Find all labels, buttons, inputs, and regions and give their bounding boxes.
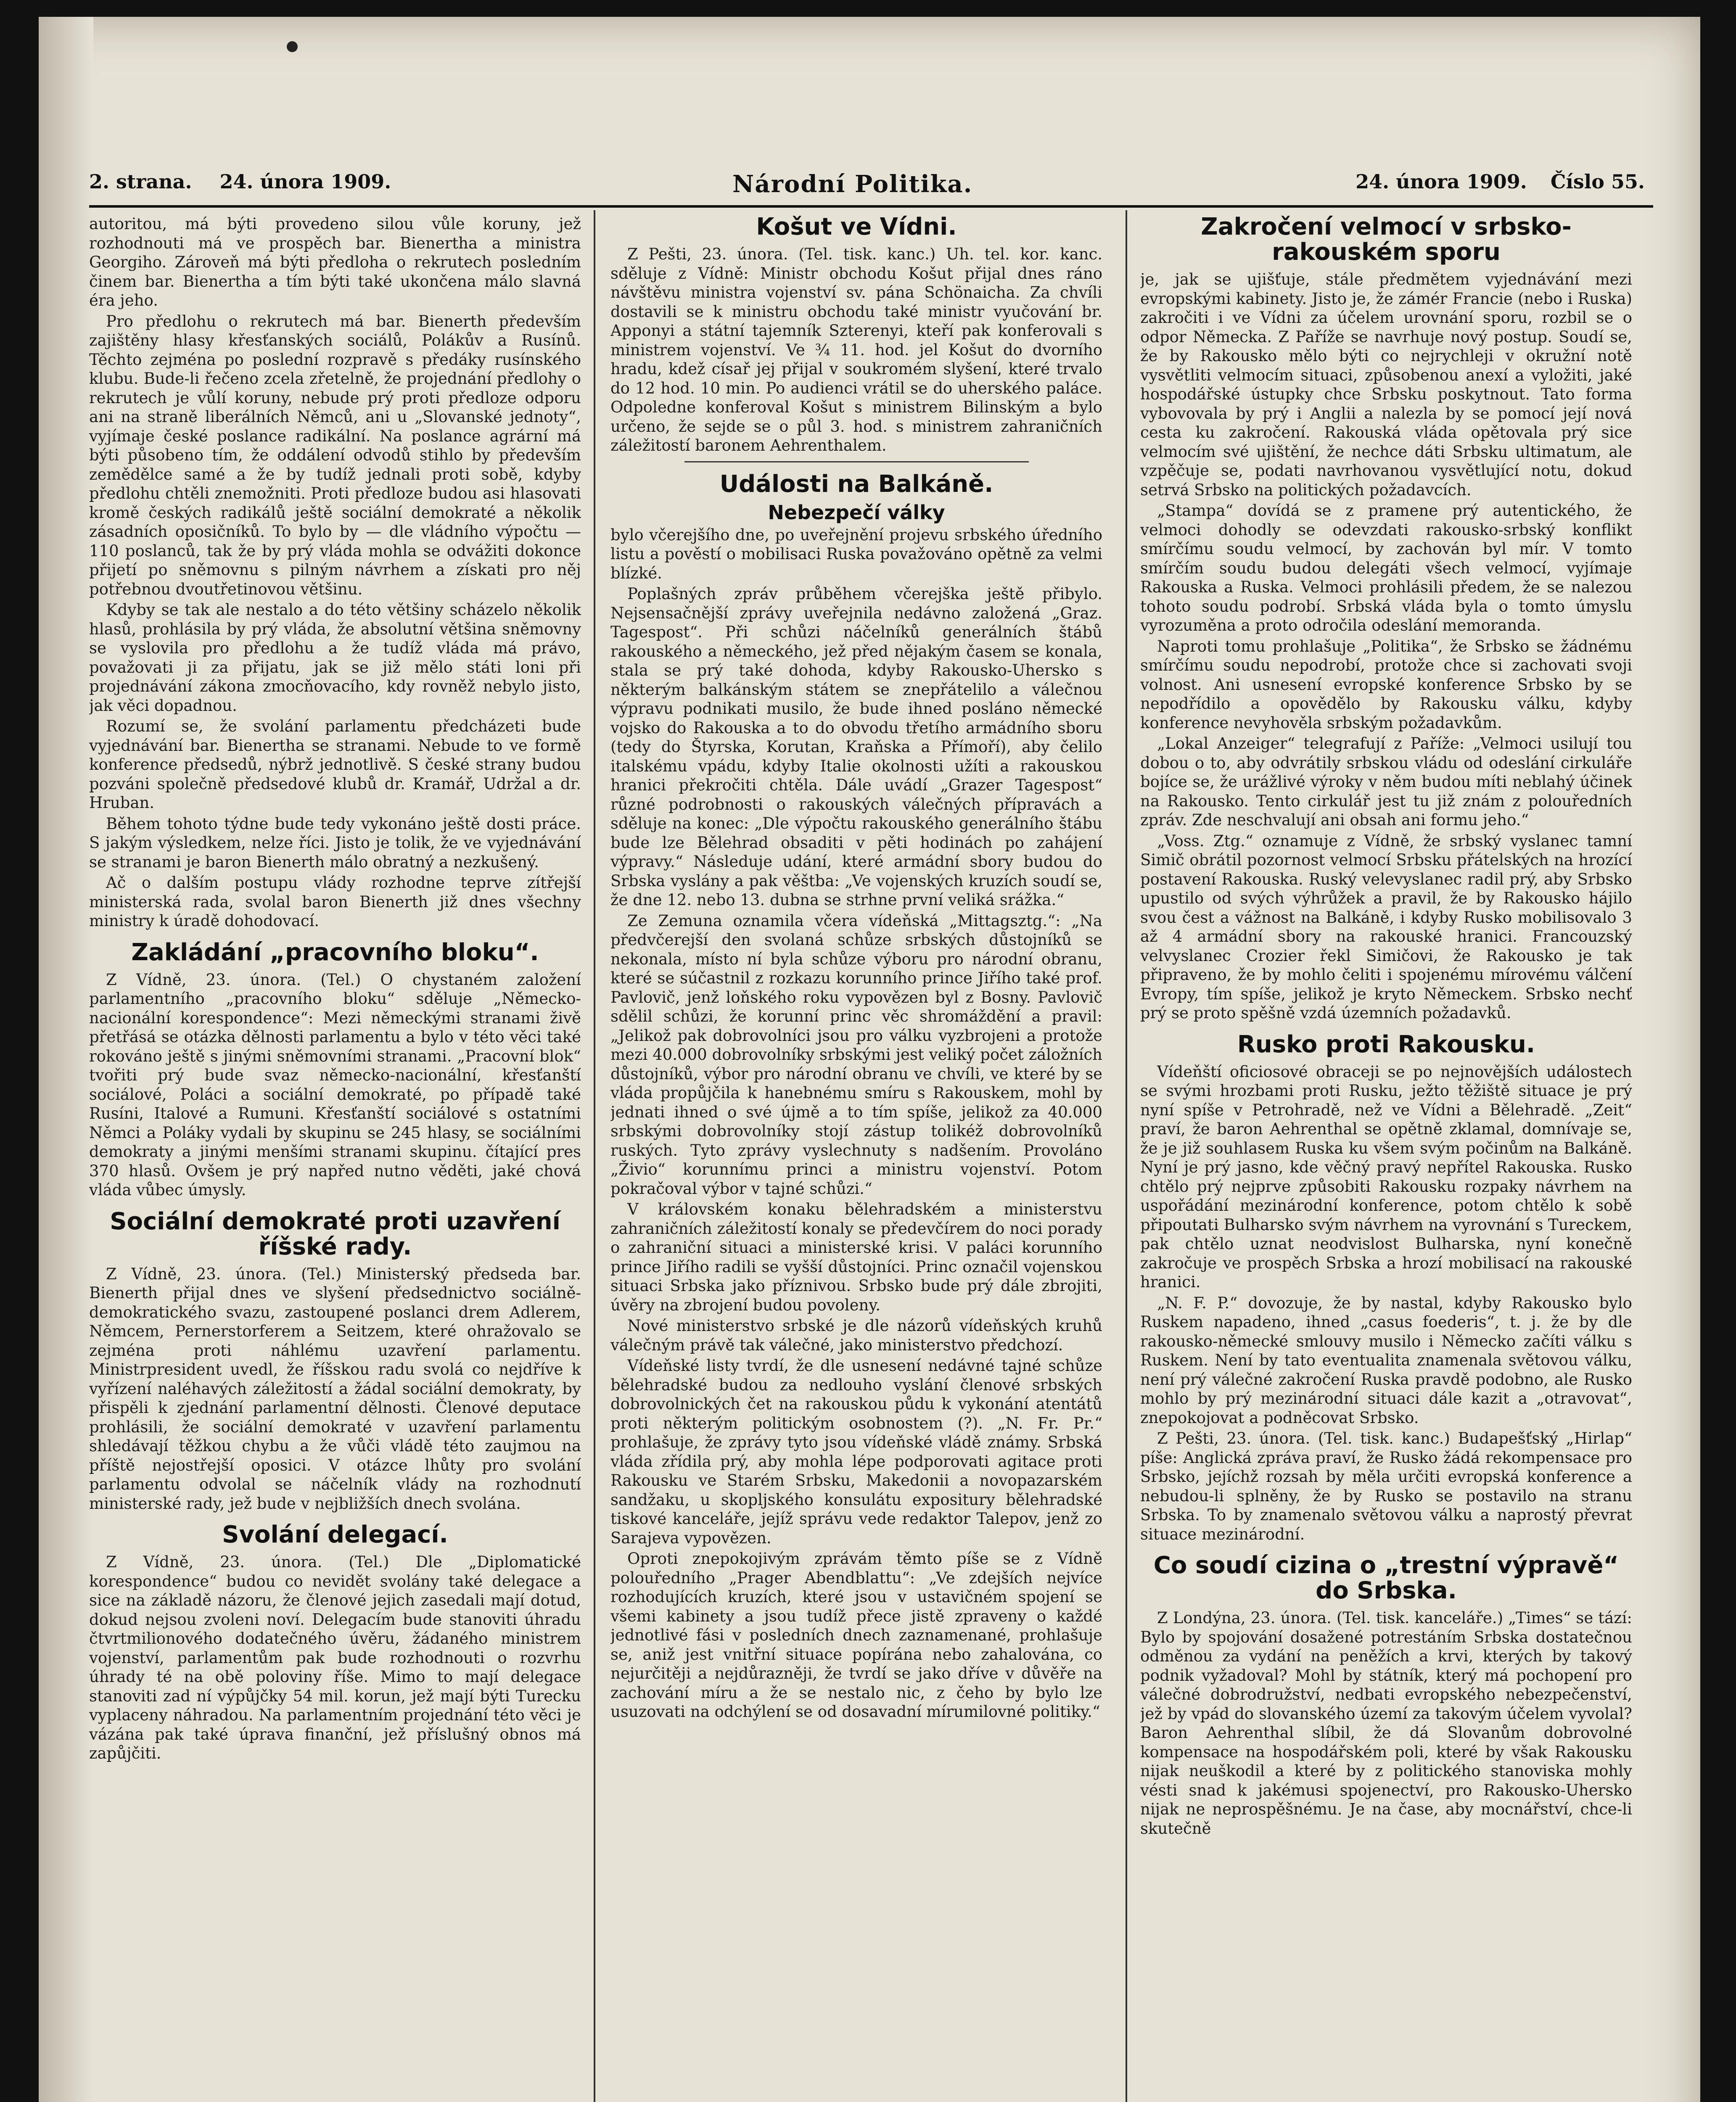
page-header [89, 170, 1645, 208]
article-paragraph: „Voss. Ztg.“ oznamuje z Vídně, že srbský vyslanec tamní Simič obrátil pozornost velmocí Srbsku přátelských na hrozící postavení Rakouska. Ruský velevyslanec radil prý, aby Srbsko upustilo od svých výhrůžek a pravil, že by Rakousko hájilo svou čest a vážnost na Balkáně, i kdyby Rusko mobilisovalo 3 až 4 armádní sbory na rakouské hranici. Francouzský velvyslanec Crozier řekl Simičovi, že Rakousko je tak připraveno, že by mohlo čeliti i spojenému mírovému válčení Evropy, tím spíše, jelikož je kryto Německem. Srbsko nechť prý se proto spěšně vzdá územních požadavků. [1140, 832, 1632, 1022]
newspaper-title: Národní Politika. [732, 170, 973, 198]
article-paragraph: Naproti tomu prohlašuje „Politika“, že Srbsko se žádnému smírčímu soudu nepodrobí, protože chce si zachovati svoji volnost. Ani usnesení evropské konference Srbsko by se nepodřídilo a opovědělo by Rakousku válku, kdyby konference nevyhověla srbským požadavkům. [1140, 637, 1632, 732]
article-paragraph: Z Vídně, 23. února. (Tel.) O chystaném založení parlamentního „pracovního bloku“ sděluje „Německo-nacionální korespondence“: Mezi německými stranami živě přetřásá se otázka dělnosti parlamentu a bylo v této věci také rokováno ještě s jinými sněmovními stranami. „Pracovní blok“ tvořiti prý bude svaz německo-nacionální, křesťanští sociálové, Poláci a sociální demokraté, po případě také Rusíni, Italové a Rumuni. Křesťanští sociálové s ostatními Němci a Poláky vydali by skupinu se 245 hlasy, se sociálními demokraty a jinými menšími stranami skupinu. čítající pres 370 hlasů. Ovšem je prý napřed nutno věděti, jaké chová vláda vůbec úmysly. [89, 970, 581, 1199]
article-paragraph: „N. F. P.“ dovozuje, že by nastal, kdyby Rakousko bylo Ruskem napadeno, ihned „casus foederis“, t. j. že by dle rakousko-německé smlouvy musilo i Německo začíti válku s Ruskem. Není by tato eventualita znamenala světovou válku, není prý válečné zakročení Ruska pravdě podobno, ale Rusko mohlo by prý mezinárodní situaci dále kazit a „otravovat“, znepokojovat a podněcovat Srbsko. [1140, 1294, 1632, 1427]
header-left [89, 170, 391, 193]
article-paragraph: Ze Zemuna oznamila včera vídeňská „Mittagsztg.“: „Na předvčerejší den svolaná schůze srbských důstojníků se nekonala, místo ní byla schůze výboru pro národní obranu, které se súčastnil z rozkazu korunního prince Jiřího také prof. Pavlovič, jenž loňského roku vypovězen byl z Bosny. Pavlovič sdělil schůzi, že korunní princ věc shromáždění a pravil: „Jelikož pak dobrovolníci jsou pro válku vyzbrojeni a protože mezi 40.000 dobrovolníky srbskými jest veliký počet záložních důstojníků, výbor pro národní obranu ve chvíli, ve které by se vláda propůjčila k hanebnému smíru s Rakouskem, mohl by jednati ihned o své újmě a to tím spíše, jelikož za 40.000 srbskými dobrovolníky stojí zástup tolikéž dobrovolníků ruských. Tyto zprávy vyslechnuty s nadšením. Provoláno „Živio“ korunnímu princi a ministru vojenství. Potom pokračoval výbor v tajné schůzi.“ [610, 911, 1102, 1198]
article-paragraph: Z Pešti, 23. února. (Tel. tisk. kanc.) Uh. tel. kor. kanc. sděluje z Vídně: Ministr obchodu Košut přijal dnes ráno návštěvu ministra vojenství sv. pána Schönaicha. Za chvíli dostavili se k ministru obchodu také ministr vyučování br. Apponyi a státní tajemník Szterenyi, kteří pak konferovali s ministrem vojenství. Ve ¾ 11. hod. jel Košut do dvorního hradu, kdež císař jej přijal v soukromém slyšení, které trvalo do 12 hod. 10 min. Po audienci vrátil se do uherského paláce. Odpoledne konferoval Košut s ministrem Bilinským a bylo určeno, že sejde se o půl 3. hod. s ministrem zahraničních záležitostí baronem Aehrenthalem. [610, 245, 1102, 454]
article-paragraph: je, jak se ujišťuje, stále předmětem vyjednávání mezi evropskými kabinety. Jisto je, že zámér Francie (nebo i Ruska) zakročiti i ve Vídni za účelem urovnání sporu, rozbil se o odpor Německa. Z Paříže se navrhuje nový postup. Soudí se, že by Rakousko mělo býti co nejrychleji v okružní notě vysvětliti velmocím situaci, způsobenou anexí a vyložiti, jaké hospodářské ústupky chce Srbsku poskytnout. Tato forma vybovovala by prý i Anglii a nalezla by se pomocí její nová cesta ku zakročení. Rakouská vláda opětovala prý sice velmocím své ujištění, že nechce dáti Srbsku ultimatum, ale vzpěčuje se, podati navrhovanou vysvětlující notu, dokud setrvá Srbsko na politických požadavcích. [1140, 270, 1632, 499]
column-rule-1 [594, 210, 595, 2102]
article-paragraph: V královském konaku bělehradském a ministerstvu zahraničních záležitostí konaly se předevčírem do noci porady o zahraniční situaci a ministerské krisi. V paláci korunního prince Jiřího radili se vyšší důstojníci. Princ označil vojenskou situaci Srbska jako příznivou. Srbsko bude prý dále zbrojiti, úvěry na zbrojení budou povoleny. [610, 1200, 1102, 1314]
article-paragraph: „Lokal Anzeiger“ telegrafují z Paříže: „Velmoci usilují tou dobou o to, aby odvrátily srbskou vládu od odeslání cirkuláře bojíce se, že urážlivé výroky v něm budou míti neblahý účinek na Rakousko. Tento cirkulář jest tu již znám z polouředních zpráv. Zde neschvalují ani obsah ani formu jeho.“ [1140, 734, 1632, 829]
header-right [1356, 170, 1645, 193]
page-number: 2. strana. [89, 170, 192, 193]
article-paragraph: Z Vídně, 23. února. (Tel.) Ministerský předseda bar. Bienerth přijal dnes ve slyšení předsednictvo sociálně-demokratického svazu, zastoupené poslanci drem Adlerem, Němcem, Pernerstorferem a Seitzem, které ohražovalo se zejména proti náhlému uzavření parlamentu. Ministrpresident uvedl, že říšskou radu svolá co nejdříve k vyřízení naléhavých záležitostí a žádal sociální demokraty, by přispěli k zjednání parlamentní dělnosti. Členové deputace prohlásili, že sociální demokraté v uzavření parlamentu shledávají těžkou chybu a že vůči vládě této zaujmou na příště nejostřejší oposici. V otázce lhůty pro svolání parlamentu odvolal se náčelník vlády na rozhodnutí ministerské rady, jež bude v nejbližších dnech svolána. [89, 1265, 581, 1513]
column-2 [610, 214, 1102, 2102]
article-paragraph: Z Pešti, 23. února. (Tel. tisk. kanc.) Budapešťský „Hirlap“ píše: Anglická zpráva praví, že Rusko žádá rekompensace pro Srbsko, jejíchž rozsah by měla určiti evropská konference a nebudou-li splněny, že by Rusko se postavilo na stranu Srbska. To by znamenalo světovou válku a naprostý převrat situace mezinárodní. [1140, 1429, 1632, 1543]
article-paragraph: Nové ministerstvo srbské je dle názorů vídeňských kruhů válečným právě tak válečné, jako ministerstvo předchozí. [610, 1317, 1102, 1354]
headline-rusko-proti-rakousku: Rusko proti Rakousku. [1237, 1030, 1535, 1058]
article-paragraph: autoritou, má býti provedeno silou vůle koruny, jež rozhodnouti má ve prospěch bar. Bienertha a ministra Georgiho. Zároveň má býti předloha o rekrutech posledním činem bar. Bienertha a tím býti také ukončena málo slavná éra jeho. [89, 215, 581, 309]
headline-balkan: Události na Balkáně. [719, 470, 994, 498]
header-date-left: 24. února 1909. [219, 170, 391, 193]
article-paragraph: Rozumí se, že svolání parlamentu předcházeti bude vyjednávání bar. Bienertha se stranami. Nebude to ve formě konference předsedů, nýbrž jednotlivě. S české strany budou pozváni společně předsedové klubů dr. Kramář, Udržal a dr. Hruban. [89, 717, 581, 812]
article-paragraph: Z Vídně, 23. února. (Tel.) Dle „Diplomatické korespondence“ budou co nevidět svolány také delegace a sice na základě názoru, že členové jejich zasedali mají dotud, dokud nejsou zvoleni noví. Delegacím bude stanoviti úhradu čtvrtmilionového dodatečného úvěru, žádaného ministrem vojenství, parlamentům pak bude rozhodnouti o rozvrhu úhrady té na obě poloviny říše. Mimo to mají delegace stanoviti zad ní výpůjčky 54 mil. korun, jež mají býti Turecku vyplaceny náhradou. Na parlamentním projednání této věci je vázána pak také úprava finanční, jež příslušný obnos má zapůjčiti. [89, 1553, 581, 1762]
article-paragraph: Z Londýna, 23. února. (Tel. tisk. kanceláře.) „Times“ se tází: Bylo by spojování dosažené potrestáním Srbska dostatečnou odměnou za vydání na peněžích a krvi, kterých by takový podnik vyžadoval? Mohl by státník, který má pochopení pro válečné dobrodružství, nedbati evropského nebezpečenství, jež by vpád do slovanského území za takovým účelem vyvolal? Baron Aehrenthal slíbil, že dá Slovanům dobrovolné kompensace na hospodářském poli, které by však Rakousku nijak neuškodil a které by z politického stanoviska mohly vésti snad k jakémusi spojenectví, pro Rakousko-Uhersko nijak ne neprospěšnému. Je na čase, aby mocnářství, chce-li skutečně [1140, 1609, 1632, 1838]
header-date-right: 24. února 1909. [1356, 170, 1527, 193]
issue-number: Číslo 55. [1550, 170, 1645, 193]
subheadline-nebezpeci-valky: Nebezpečí války [768, 501, 945, 524]
column-1 [89, 214, 581, 2102]
headline-zakroceni-velmoci: Zakročení velmocí v srbsko-rakouském sporu [1201, 214, 1572, 266]
page-edge-shadow [39, 17, 93, 2102]
article-paragraph: Pro předlohu o rekrutech má bar. Bienerth především zajištěny hlasy křesťanských sociálů, Polákův a Rusínů. Těchto zejména po poslední rozpravě s předáky rusínského klubu. Bude-li řečeno zcela zřetelně, že projednání předlohy o rekrutech je vůlí koruny, nebude prý proti předloze odporu ani na straně liberálních Němců, ani u „Slovanské jednoty“, vyjímaje české poslance radikální. Na poslance agrární má býti působeno tím, že oddálení odvodů stihlo by především zemědělce samé a že by tudíž jednali proti sobě, kdyby předlohu chtěli znemožniti. Proti předloze budou asi hlasovati kromě českých radikálů ještě sociální demokraté a několik zásadních oposičníků. To bylo by — dle vládního výpočtu — 110 poslanců, tak že by prý vláda mohla se odvážiti dokonce přijetí po sněmovnu s pilným návrhem a získati pro něj potřebnou dvoutřetinovou většinu. [89, 312, 581, 598]
article-paragraph: Kdyby se tak ale nestalo a do této většiny scházelo několik hlasů, prohlásila by prý vláda, že absolutní většina sněmovny se vyslovila pro předlohu a že tudíž vláda má právo, považovati ji za přijatu, jak se již mělo státi loni při projednávání zákona zmocňovacího, kdy rovněž nebylo jisto, jak věci dopadnou. [89, 601, 581, 715]
newspaper-page [39, 17, 1700, 2102]
column-3 [1140, 214, 1632, 2102]
headline-co-soudi-cizina: Co soudí cizina o „trestní výpravě“ do Srbska. [1153, 1552, 1619, 1604]
article-paragraph: Poplašných zpráv průběhem včerejška ještě přibylo. Nejsensačnější zprávy uveřejnila nedávno založená „Graz. Tagespost“. Při schůzi náčelníků generálních štábů rakouského a německého, jež před nějakým časem se konala, stala se prý také dohoda, kdyby Rakousko-Uhersko s některým balkánským státem se znepřátelilo a válečnou výpravu podnikati musilo, že bude ihned posláno německé vojsko do Rakouska a to do obvodu třetího armádního sboru (tedy do Štyrska, Korutan, Kraňska a Přímoří), aby čelilo italskému vpádu, kdyby Italie okolnosti užíti a rakouskou hranici překročiti chtěla. Dále uvádí „Grazer Tagespost“ různé podrobnosti o rakouských válečných přípravách a sděluje na konec: „Dle výpočtu rakouského generálního štábu bude lze Bělehrad obsaditi v pěti hodinách po zahájení výpravy.“ Následuje udání, které armádní sbory budou do Srbska vyslány a pak věštba: „Ve vojenských kruzích soudí se, že dne 12. nebo 13. dubna se strhne první veliká srážka.“ [610, 585, 1102, 909]
article-paragraph: Oproti znepokojivým zprávám těmto píše se z Vídně polouředního „Prager Abendblattu“: „Ve zdejších nejvíce rozhodujících kruzích, které jsou v ustavičném spojení se všemi kabinety a jsou tudíž přece jistě zpraveny o každé jednotlivé fási v posledních dnech zaznamenané, prohlašuje se, aniž jest vnitřní situace popírána nebo zahalována, co nejurčitěji a nejdůrazněji, že tvrdí se jako dříve v důvěře na zachování míru a že se nestalo nic, z čeho by bylo lze usuzovati na odchýlení se od dosavadní mírumilovné politiky.“ [610, 1550, 1102, 1721]
headline-socialni-demokrate: Sociální demokraté proti uzavření říšské rady. [110, 1207, 560, 1260]
article-paragraph: Vídeňští oficiosové obraceji se po nejnovějších událostech se svými hrozbami proti Rusku, ježto těžiště situace je prý nyní spíše v Petrohradě, než ve Vídni a Bělehradě. „Zeit“ praví, že baron Aehrenthal se opětně zklamal, domnívaje se, že je již souhlasem Ruska ku všem svým počinům na Balkáně. Nyní je prý jasno, kde věčný pravý nepřítel Rakouska. Rusko chtělo prý nejprve způsobiti Rakousku rozpaky návrhem na uspořádání mezinárodní konference, potom chtělo k sobě připoutati Bulharsko svým návrhem na vyrovnání s Tureckem, pak chtělo uznat neodvislost Bulharska, nyní konečně zakročuje ve prospěch Srbska a hrozí mobilisací na rakouské hranici. [1140, 1062, 1632, 1291]
column-rule-2 [1126, 210, 1127, 2102]
article-paragraph: bylo včerejšího dne, po uveřejnění projevu srbského úředního listu a pověstí o mobilisaci Ruska považováno opětně za velmi blízké. [610, 526, 1102, 582]
headline-svolani-delegaci: Svolání delegací. [222, 1521, 448, 1548]
section-separator [684, 461, 1029, 462]
headline-pracovni-blok: Zakládání „pracovního bloku“. [131, 938, 539, 966]
article-paragraph: „Stampa“ dovídá se z pramene prý autentického, že velmoci dohodly se odevzdati rakousko-srbský konflikt smírčímu soudu velmocí, by zachován byl mír. V tomto smírčím soudu budou delegáti všech velmocí, vyjímaje Rakouska a Ruska. Velmoci prohlásili předem, že se nalezou tohoto soudu podrobí. Srbská vláda byla o tomto úmyslu vyrozuměna a proto odročila odeslání memoranda. [1140, 502, 1632, 634]
article-paragraph: Během tohoto týdne bude tedy vykonáno ještě dosti práce. S jakým výsledkem, nelze říci. Jisto je tolik, že ve vyjednávání se stranami je baron Bienerth málo obratný a nezkušený. [89, 814, 581, 871]
article-paragraph: Ač o dalším postupu vlády rozhodne teprve zítřejší ministerská rada, svolal baron Bienerth již dnes všechny ministry k úradě dohodovací. [89, 874, 581, 930]
ink-spot [287, 41, 298, 52]
header-rule [89, 205, 1653, 208]
article-paragraph: Vídeňské listy tvrdí, že dle usnesení nedávné tajné schůze bělehradské budou za nedlouho vyslání členové srbských dobrovolnických čet na rakouskou půdu k vykonání atentátů proti některým politickým osobnostem (?). „N. Fr. Pr.“ prohlašuje, že zprávy tyto jsou vídeňské vládě známy. Srbská vláda zřídila prý, aby mohla lépe podporovati agitace proti Rakousku ve Starém Srbsku, Makedonii a novopazarském sandžaku, u skopljského konsulátu expositury bělehradské tiskové kanceláře, jejíž správu vede redaktor Talepov, jenž zo Sarajeva vypovězen. [610, 1357, 1102, 1547]
headline-kosut: Košut ve Vídni. [756, 214, 957, 240]
